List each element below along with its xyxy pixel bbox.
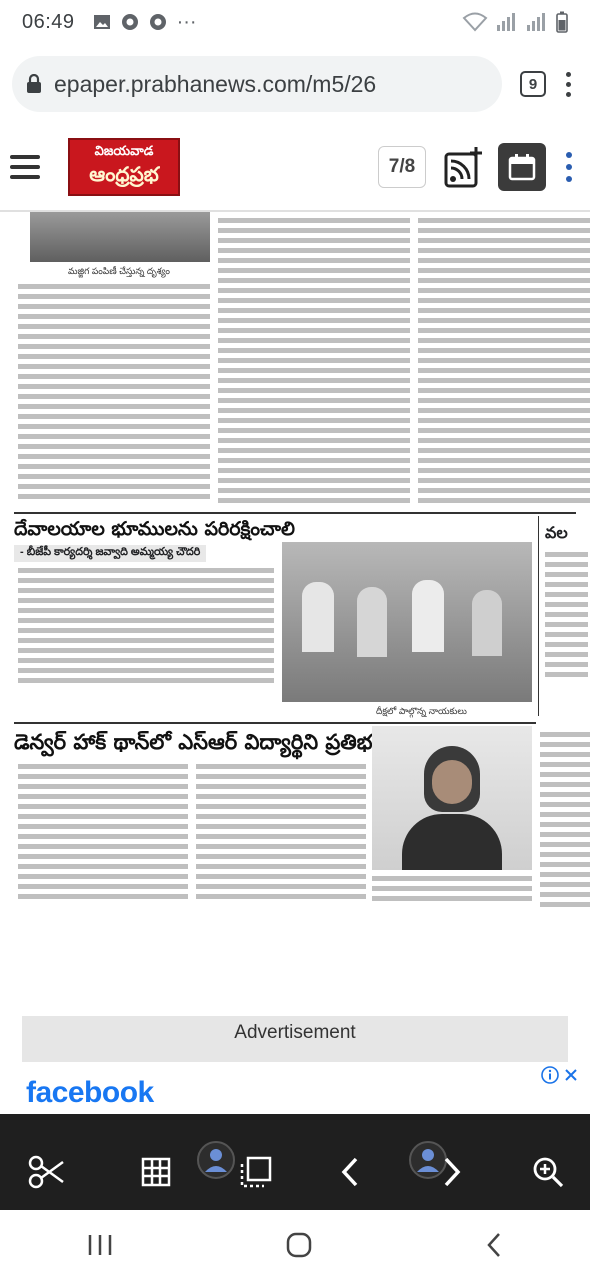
signal-icon-2: [526, 12, 548, 32]
logo-title: ఆంధ్రప్రభ: [89, 162, 159, 186]
gallery-icon: [93, 13, 111, 31]
browser-menu-button[interactable]: [564, 72, 572, 97]
right-column-heading: వల: [545, 525, 568, 542]
section-divider-2: [14, 722, 536, 724]
user-avatar-icon: [196, 1140, 236, 1180]
more-notifications: ···: [176, 10, 197, 33]
article-temples-text: [18, 568, 274, 688]
all-pages-icon[interactable]: [440, 144, 486, 190]
right-column-box: [538, 516, 590, 716]
chevron-left-icon: [338, 1156, 362, 1188]
advertisement-label: Advertisement: [234, 1022, 356, 1043]
headline-temples: దేవాలయాల భూములను పరిరక్షించాలి: [14, 518, 295, 540]
lock-icon[interactable]: [26, 74, 42, 94]
article-column-1: [18, 284, 210, 508]
article-hackathon-col-2: [196, 764, 366, 914]
site-menu-button[interactable]: [564, 152, 574, 182]
news-photo-1: [30, 212, 210, 262]
calendar-icon[interactable]: [498, 143, 546, 191]
scissors-icon: [27, 1154, 65, 1190]
grid-icon: [141, 1157, 171, 1187]
headline-hackathon: డెన్వర్ హాక్ థాన్‌లో ఎస్ఆర్ విద్యార్థిని ప్రతిభ: [14, 730, 373, 754]
system-nav-bar: [0, 1210, 590, 1280]
grid-view-button[interactable]: [136, 1152, 176, 1192]
next-page-button[interactable]: [432, 1152, 472, 1192]
zoom-button[interactable]: [528, 1152, 568, 1192]
address-bar[interactable]: [12, 56, 502, 112]
logo-edition: విజయవాడ: [94, 143, 154, 158]
subhead-temples: - బీజేపీ కార్యదర్శి జవ్వాది అమ్మయ్య చౌదరి: [14, 545, 206, 562]
signal-icon: [496, 12, 518, 32]
article-column-3: [418, 218, 590, 508]
clock: 06:49: [22, 10, 75, 33]
status-bar: [0, 0, 590, 44]
back-icon[interactable]: [484, 1231, 504, 1259]
tab-switcher-button[interactable]: 9: [520, 71, 546, 97]
zoom-in-icon: [532, 1156, 564, 1188]
photo-caption-1: మజ్జిగ పంపిణీ చేస్తున్న దృశ్యం: [68, 266, 170, 276]
chevron-right-icon: [440, 1156, 464, 1188]
site-header: [0, 124, 590, 212]
epaper-page[interactable]: [0, 212, 590, 992]
ad-info-icon[interactable]: [541, 1066, 559, 1084]
wifi-icon: [462, 12, 488, 32]
facebook-ad-banner[interactable]: [0, 1062, 590, 1114]
article-hackathon-col-1: [18, 764, 188, 914]
ad-close-icon[interactable]: [562, 1066, 580, 1084]
battery-icon: [556, 11, 568, 33]
profile-button[interactable]: [196, 1140, 236, 1180]
previous-page-button[interactable]: [330, 1152, 370, 1192]
home-icon[interactable]: [285, 1231, 313, 1259]
hamburger-menu-icon[interactable]: [10, 155, 40, 179]
article-column-2: [218, 218, 410, 508]
facebook-logo[interactable]: facebook: [26, 1076, 154, 1109]
browser-toolbar: [0, 44, 590, 124]
site-logo[interactable]: [68, 138, 180, 196]
recent-apps-icon[interactable]: [86, 1233, 114, 1257]
clip-button[interactable]: [26, 1152, 66, 1192]
chrome-icon-2: [149, 13, 167, 31]
article-right-column: [540, 732, 590, 982]
news-photo-protest: [282, 542, 532, 702]
epaper-toolbar: [0, 1114, 590, 1210]
article-hackathon-col-3: [372, 876, 532, 916]
select-area-button[interactable]: [236, 1152, 276, 1192]
advertisement-label-strip: [22, 1016, 568, 1062]
news-photo-student: [372, 726, 532, 870]
section-divider: [14, 512, 576, 514]
url-text[interactable]: epaper.prabhanews.com/m5/26: [54, 70, 377, 97]
select-area-icon: [240, 1156, 272, 1188]
photo-caption-2: దీక్షలో పాల్గొన్న నాయకులు: [376, 706, 467, 716]
page-indicator[interactable]: 7/8: [378, 146, 426, 188]
chrome-icon: [121, 13, 139, 31]
